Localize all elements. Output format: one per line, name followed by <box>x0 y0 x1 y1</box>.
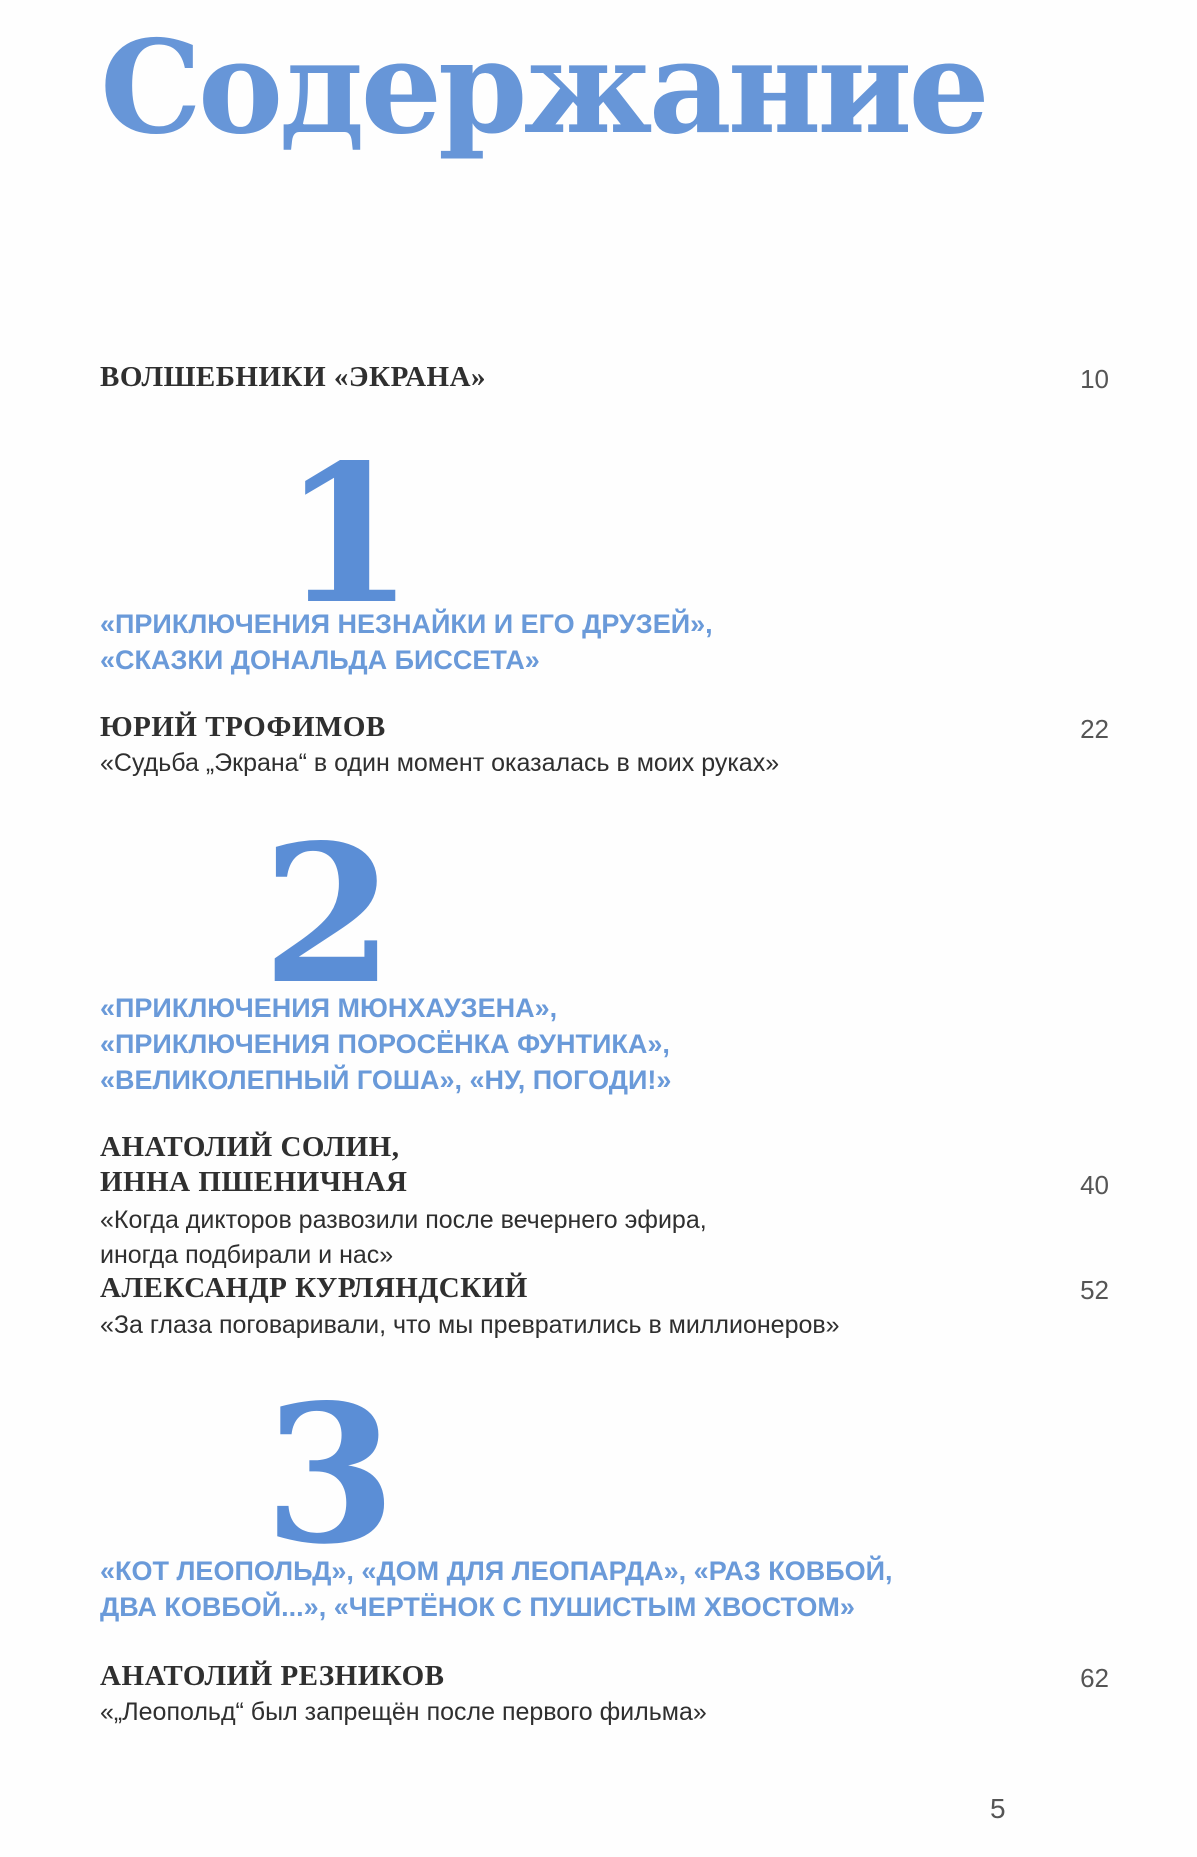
entry-quote-line: иногда подбирали и нас» <box>100 1241 394 1269</box>
entry-quote: «Судьба „Экрана“ в один момент оказалась в моих руках» <box>100 749 780 777</box>
part-3-title-line: ДВА КОВБОЙ...», «ЧЕРТЁНОК С ПУШИСТЫМ ХВОСТОМ» <box>100 1592 855 1622</box>
entry-author: ЮРИЙ ТРОФИМОВ <box>100 711 386 743</box>
part-2-title-line: «ПРИКЛЮЧЕНИЯ ПОРОСЁНКА ФУНТИКА», <box>100 1029 670 1059</box>
part-1-number: 1 <box>282 423 415 646</box>
part-3-number: 3 <box>264 1363 397 1586</box>
entry-author: АЛЕКСАНДР КУРЛЯНДСКИЙ <box>100 1272 528 1304</box>
page-title: Содержание <box>100 13 986 163</box>
page-folio: 5 <box>990 1793 1006 1824</box>
entry-author: АНАТОЛИЙ РЕЗНИКОВ <box>100 1660 445 1692</box>
part-1-title-line: «СКАЗКИ ДОНАЛЬДА БИССЕТА» <box>100 645 540 675</box>
part-3-title <box>100 1553 893 1625</box>
entry-quote: «„Леопольд“ был запрещён после первого фильма» <box>100 1698 707 1726</box>
entry-author-line: АНАТОЛИЙ СОЛИН, <box>100 1131 400 1163</box>
part-2-title-line: «ПРИКЛЮЧЕНИЯ МЮНХАУЗЕНА», <box>100 993 558 1023</box>
part-3-title-line: «КОТ ЛЕОПОЛЬД», «ДОМ ДЛЯ ЛЕОПАРДА», «РАЗ КОВБОЙ, <box>100 1556 893 1586</box>
part-1-title-line: «ПРИКЛЮЧЕНИЯ НЕЗНАЙКИ И ЕГО ДРУЗЕЙ», <box>100 609 713 639</box>
entry-page-number: 52 <box>1080 1275 1109 1305</box>
part-2-title-line: «ВЕЛИКОЛЕПНЫЙ ГОША», «НУ, ПОГОДИ!» <box>100 1065 672 1095</box>
entry-author-line: ИННА ПШЕНИЧНАЯ <box>100 1166 408 1198</box>
part-2-title <box>100 990 671 1098</box>
entry-page-number: 62 <box>1080 1663 1109 1693</box>
intro-page-number: 10 <box>1080 364 1109 394</box>
entry-page-number: 22 <box>1080 714 1109 744</box>
entry-quote-line: «Когда дикторов развозили после вечернего эфира, <box>100 1206 707 1234</box>
part-1-title <box>100 606 713 678</box>
entry-quote: «За глаза поговаривали, что мы превратились в миллионеров» <box>100 1311 840 1339</box>
entry-quote <box>100 1203 707 1273</box>
entry-author <box>100 1130 407 1200</box>
entry-page-number: 40 <box>1080 1170 1109 1200</box>
part-2-number: 2 <box>262 803 395 1026</box>
intro-heading: ВОЛШЕБНИКИ «ЭКРАНА» <box>100 361 487 393</box>
